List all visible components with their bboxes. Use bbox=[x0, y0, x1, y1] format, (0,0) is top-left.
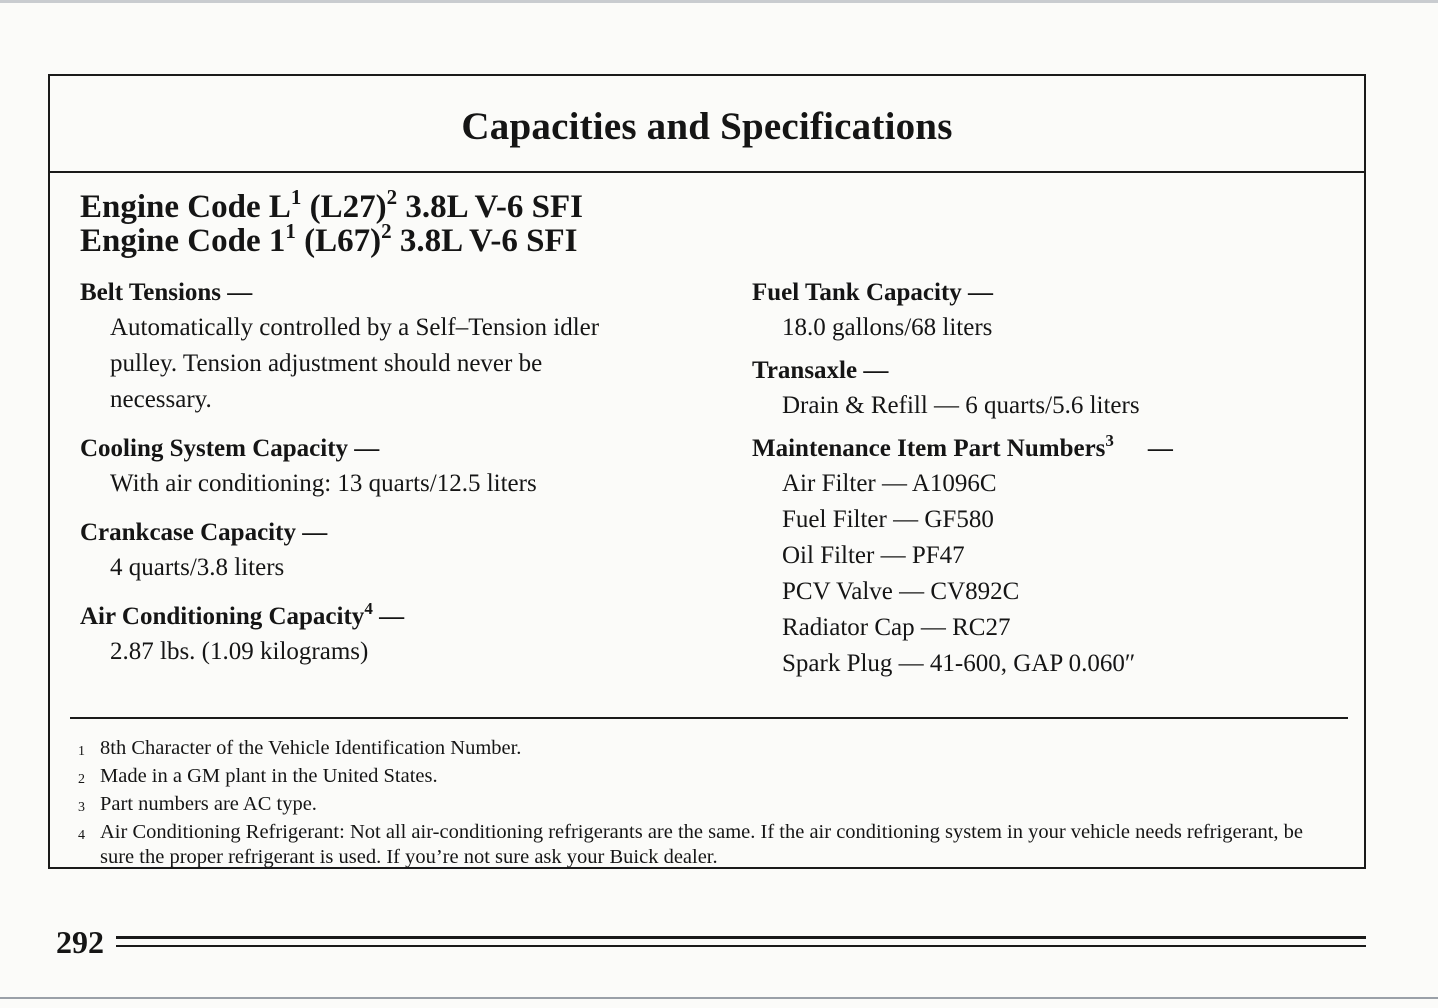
transaxle-section bbox=[752, 354, 1312, 424]
footnote-item bbox=[78, 820, 1338, 870]
footnote-text: Made in a GM plant in the United States. bbox=[100, 765, 438, 787]
belt-tensions-text: Automatically controlled by a Self–Tension idler bbox=[110, 314, 600, 341]
maintenance-parts-heading-text: Maintenance Item Part Numbers bbox=[752, 435, 1106, 462]
page-title: Capacities and Specifications bbox=[461, 105, 953, 148]
cooling-system-heading: Cooling System Capacity — bbox=[80, 435, 380, 462]
page-footer-rule bbox=[116, 945, 1366, 947]
part-number-item: Fuel Filter — GF580 bbox=[782, 506, 994, 533]
engine-code-line-2 bbox=[80, 219, 583, 259]
engine-code-prefix: Engine Code 1 bbox=[80, 223, 286, 259]
engine-rpo: (L27) bbox=[301, 189, 387, 225]
crankcase-heading: Crankcase Capacity — bbox=[80, 519, 328, 546]
footnote-number: 2 bbox=[78, 772, 85, 787]
fuel-tank-section bbox=[752, 276, 1312, 346]
cooling-system-value: With air conditioning: 13 quarts/12.5 liters bbox=[110, 470, 537, 497]
engine-code-prefix: Engine Code L bbox=[80, 189, 291, 225]
footnote-ref-2: 2 bbox=[386, 185, 398, 209]
air-conditioning-heading bbox=[80, 600, 700, 634]
air-conditioning-value: 2.87 lbs. (1.09 kilograms) bbox=[110, 638, 369, 665]
footnote-divider bbox=[70, 717, 1348, 719]
footnote-text: Air Conditioning Refrigerant: Not all air-conditioning refrigerants are the same. If the air conditioning system in your vehicle needs refrigerant, be sure the proper refrigerant is used. If you’re not sure ask your Buick dealer. bbox=[100, 821, 1304, 868]
part-number-item: Air Filter — A1096C bbox=[782, 470, 997, 497]
crankcase-section bbox=[80, 516, 700, 586]
engine-description: 3.8L V-6 SFI bbox=[391, 223, 578, 259]
crankcase-value: 4 quarts/3.8 liters bbox=[110, 554, 285, 581]
belt-tensions-text: necessary. bbox=[110, 386, 212, 413]
footnote-number: 3 bbox=[78, 800, 85, 815]
transaxle-value: Drain & Refill — 6 quarts/5.6 liters bbox=[782, 392, 1140, 419]
belt-tensions-section bbox=[80, 276, 700, 418]
footnote-text: 8th Character of the Vehicle Identification Number. bbox=[100, 737, 522, 759]
air-conditioning-heading-text: Air Conditioning Capacity bbox=[80, 603, 365, 630]
page-number: 292 bbox=[56, 924, 104, 960]
engine-codes bbox=[80, 185, 583, 259]
engine-description: 3.8L V-6 SFI bbox=[397, 189, 583, 225]
specifications-panel bbox=[48, 74, 1366, 869]
footnote-number: 1 bbox=[78, 744, 85, 759]
footnote-ref-3: 3 bbox=[1105, 431, 1114, 450]
engine-rpo: (L67) bbox=[295, 223, 382, 259]
left-column bbox=[80, 276, 700, 684]
footnote-item bbox=[78, 736, 1338, 764]
page-footer-rule bbox=[116, 936, 1366, 939]
cooling-system-section bbox=[80, 432, 700, 502]
heading-dash: — bbox=[1147, 435, 1173, 462]
fuel-tank-heading: Fuel Tank Capacity — bbox=[752, 279, 994, 306]
page-bottom-edge bbox=[0, 997, 1438, 999]
footnote-ref-1: 1 bbox=[285, 219, 296, 243]
transaxle-heading: Transaxle — bbox=[752, 357, 889, 384]
part-number-item: Spark Plug — 41-600, GAP 0.060″ bbox=[782, 650, 1136, 677]
footnote-item bbox=[78, 792, 1338, 820]
engine-code-line-1 bbox=[80, 185, 583, 225]
belt-tensions-heading: Belt Tensions — bbox=[80, 279, 253, 306]
part-number-item: Oil Filter — PF47 bbox=[782, 542, 965, 569]
footnote-ref-4: 4 bbox=[364, 599, 373, 618]
part-number-item: Radiator Cap — RC27 bbox=[782, 614, 1011, 641]
fuel-tank-value: 18.0 gallons/68 liters bbox=[782, 314, 993, 341]
maintenance-parts-section bbox=[752, 432, 1312, 682]
footnote-item bbox=[78, 764, 1338, 792]
heading-dash: — bbox=[372, 603, 405, 630]
belt-tensions-text: pulley. Tension adjustment should never be bbox=[110, 350, 543, 377]
air-conditioning-section bbox=[80, 600, 700, 670]
footnotes bbox=[78, 736, 1338, 870]
footnote-number: 4 bbox=[78, 828, 85, 843]
footnote-text: Part numbers are AC type. bbox=[100, 793, 317, 815]
page-top-edge bbox=[0, 0, 1438, 3]
footnote-ref-1: 1 bbox=[290, 185, 302, 209]
footnote-ref-2: 2 bbox=[381, 219, 392, 243]
maintenance-parts-heading bbox=[752, 432, 1312, 466]
title-bar bbox=[50, 76, 1364, 173]
right-column bbox=[752, 276, 1312, 696]
part-number-item: PCV Valve — CV892C bbox=[782, 578, 1020, 605]
